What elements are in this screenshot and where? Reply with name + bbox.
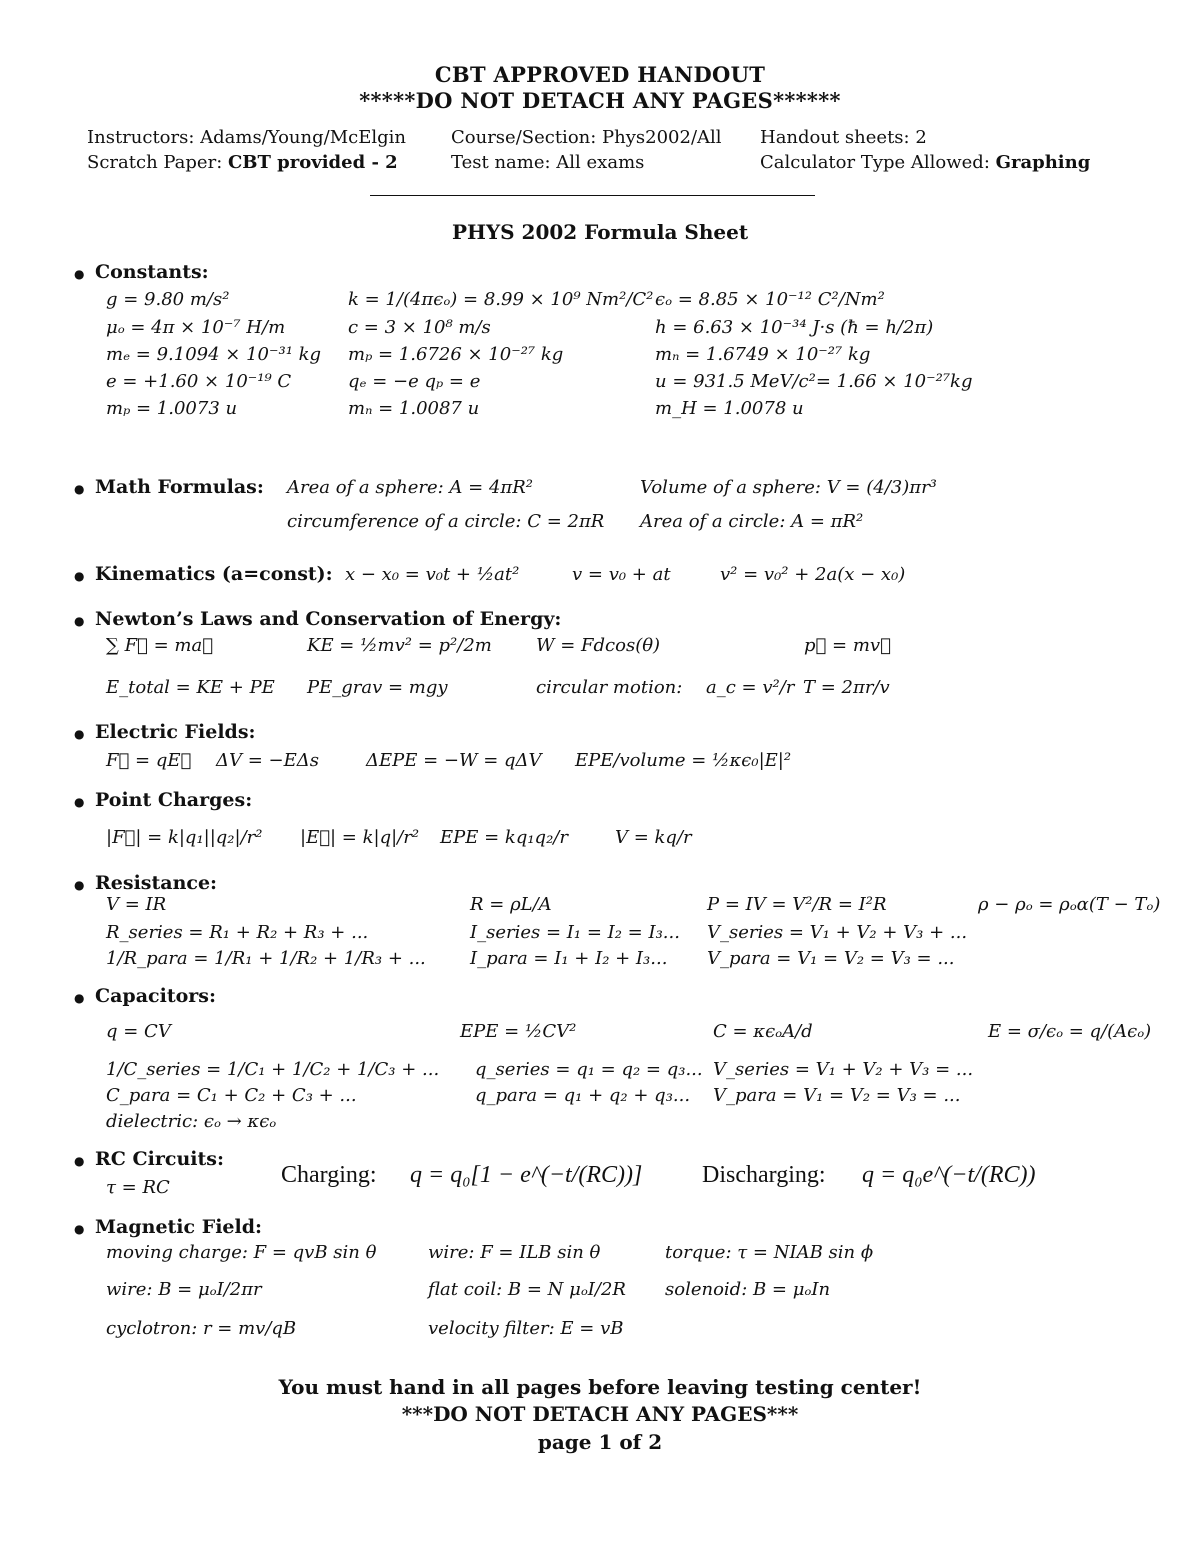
kinematics-formula: x − x₀ = v₀t + ½at² <box>345 564 520 585</box>
bullet-icon: ● <box>74 727 85 741</box>
resistance-formula: R = ρL/A <box>470 894 552 915</box>
capacitors-formula: C = κϵₒA/d <box>713 1021 813 1042</box>
magnetic-formula: moving charge: F = qvB sin θ <box>106 1242 377 1263</box>
instructors-line: Instructors: Adams/Young/McElgin <box>87 127 406 148</box>
rc-discharging-formula: q = q₀e^(−t/(RC)) <box>862 1162 1036 1188</box>
constant-cell: mₚ = 1.0073 u <box>106 398 238 419</box>
resistance-formula: P = IV = V²/R = I²R <box>707 894 887 915</box>
constant-cell: mₙ = 1.6749 × 10⁻²⁷ kg <box>655 344 871 365</box>
constant-cell: m_H = 1.0078 u <box>655 398 804 419</box>
newton-heading: Newton’s Laws and Conservation of Energy: <box>95 608 562 630</box>
bullet-icon: ● <box>74 614 85 628</box>
resistance-formula: V_series = V₁ + V₂ + V₃ + ... <box>707 922 968 943</box>
kinematics-heading: Kinematics (a=const): <box>95 563 333 585</box>
resistance-heading: Resistance: <box>95 872 218 894</box>
efields-formula: F⃗ = qE⃗ <box>106 750 192 771</box>
constant-cell: mₑ = 9.1094 × 10⁻³¹ kg <box>106 344 322 365</box>
bullet-icon: ● <box>74 1222 85 1236</box>
constant-cell: g = 9.80 m/s² <box>106 289 230 310</box>
capacitors-formula: C_para = C₁ + C₂ + C₃ + ... <box>106 1085 357 1106</box>
resistance-formula: V_para = V₁ = V₂ = V₃ = ... <box>707 948 955 969</box>
magnetic-heading: Magnetic Field: <box>95 1216 263 1238</box>
constant-cell: mₚ = 1.6726 × 10⁻²⁷ kg <box>348 344 564 365</box>
calculator-line: Calculator Type Allowed: Graphing <box>760 152 1091 173</box>
resistance-formula: I_series = I₁ = I₂ = I₃... <box>470 922 680 943</box>
newton-formula: T = 2πr/v <box>803 677 890 698</box>
efields-heading: Electric Fields: <box>95 721 256 743</box>
constant-cell: μₒ = 4π × 10⁻⁷ H/m <box>106 317 286 338</box>
bullet-icon: ● <box>74 267 85 281</box>
efields-formula: ΔEPE = −W = qΔV <box>366 750 542 771</box>
constant-cell: k = 1/(4πϵₒ) = 8.99 × 10⁹ Nm²/C² <box>348 289 654 310</box>
rc-charging-label: Charging: <box>281 1162 377 1188</box>
math-heading: Math Formulas: <box>95 476 264 498</box>
constant-cell: c = 3 × 10⁸ m/s <box>348 317 491 338</box>
resistance-formula: V = IR <box>106 894 167 915</box>
magnetic-formula: solenoid: B = μₒIn <box>665 1279 831 1300</box>
newton-label: circular motion: <box>536 677 683 698</box>
capacitors-formula: q_series = q₁ = q₂ = q₃... <box>475 1059 703 1080</box>
footer-line-2: ***DO NOT DETACH ANY PAGES*** <box>401 1402 799 1426</box>
magnetic-formula: cyclotron: r = mv/qB <box>106 1318 297 1339</box>
scratch-line: Scratch Paper: CBT provided - 2 <box>87 152 398 173</box>
magnetic-formula: flat coil: B = N μₒI/2R <box>428 1279 626 1300</box>
rc-heading: RC Circuits: <box>95 1148 224 1170</box>
point-formula: |F⃗| = k|q₁||q₂|/r² <box>106 827 263 848</box>
newton-formula: E_total = KE + PE <box>106 677 275 698</box>
footer-line-1: You must hand in all pages before leaving testing center! <box>278 1375 922 1399</box>
point-formula: V = kq/r <box>615 827 692 848</box>
newton-formula: W = Fdcos(θ) <box>536 635 661 656</box>
handout-title: CBT APPROVED HANDOUT <box>434 62 766 87</box>
magnetic-formula: torque: τ = NIAB sin ϕ <box>665 1242 874 1263</box>
detach-warning: *****DO NOT DETACH ANY PAGES****** <box>359 88 841 113</box>
rc-formula: τ = RC <box>106 1177 170 1198</box>
newton-formula: a_c = v²/r <box>706 677 795 698</box>
bullet-icon: ● <box>74 991 85 1005</box>
capacitors-heading: Capacitors: <box>95 985 216 1007</box>
testname-line: Test name: All exams <box>451 152 645 173</box>
math-formula: circumference of a circle: C = 2πR <box>287 511 605 532</box>
bullet-icon: ● <box>74 878 85 892</box>
resistance-formula: I_para = I₁ + I₂ + I₃... <box>470 948 668 969</box>
bullet-icon: ● <box>74 569 85 583</box>
capacitors-formula: E = σ/ϵₒ = q/(Aϵₒ) <box>988 1021 1152 1042</box>
page-number: page 1 of 2 <box>537 1430 663 1454</box>
rc-discharging-label: Discharging: <box>702 1162 826 1188</box>
constant-cell: u = 931.5 MeV/c²= 1.66 × 10⁻²⁷kg <box>655 371 973 392</box>
bullet-icon: ● <box>74 1154 85 1168</box>
constant-cell: qₑ = −e qₚ = e <box>348 371 481 392</box>
newton-formula: PE_grav = mgy <box>307 677 448 698</box>
magnetic-formula: wire: F = ILB sin θ <box>428 1242 601 1263</box>
efields-formula: EPE/volume = ½κϵ₀|E|² <box>575 750 792 771</box>
capacitors-formula: q_para = q₁ + q₂ + q₃... <box>475 1085 691 1106</box>
efields-formula: ΔV = −EΔs <box>216 750 319 771</box>
point-formula: EPE = kq₁q₂/r <box>440 827 568 848</box>
newton-formula: ∑ F⃗ = ma⃗ <box>106 635 213 656</box>
constants-heading: Constants: <box>95 261 209 283</box>
newton-formula: p⃗ = mv⃗ <box>804 635 891 656</box>
rc-charging-formula: q = q₀[1 − e^(−t/(RC))] <box>410 1162 643 1188</box>
constant-cell: mₙ = 1.0087 u <box>348 398 480 419</box>
math-formula: Area of a sphere: A = 4πR² <box>287 477 534 498</box>
sheets-line: Handout sheets: 2 <box>760 127 927 148</box>
capacitors-formula: q = CV <box>106 1021 171 1042</box>
resistance-formula: 1/R_para = 1/R₁ + 1/R₂ + 1/R₃ + ... <box>106 948 426 969</box>
capacitors-formula: 1/C_series = 1/C₁ + 1/C₂ + 1/C₃ + ... <box>106 1059 440 1080</box>
header-divider <box>370 195 815 196</box>
point-heading: Point Charges: <box>95 789 253 811</box>
kinematics-formula: v² = v₀² + 2a(x − x₀) <box>720 564 906 585</box>
constant-cell: e = +1.60 × 10⁻¹⁹ C <box>106 371 292 392</box>
bullet-icon: ● <box>74 795 85 809</box>
magnetic-formula: wire: B = μₒI/2πr <box>106 1279 262 1300</box>
newton-formula: KE = ½mv² = p²/2m <box>307 635 492 656</box>
capacitors-formula: EPE = ½CV² <box>460 1021 577 1042</box>
capacitors-formula: V_para = V₁ = V₂ = V₃ = ... <box>713 1085 961 1106</box>
constant-cell: h = 6.63 × 10⁻³⁴ J·s (ħ = h/2π) <box>655 317 934 338</box>
kinematics-formula: v = v₀ + at <box>572 564 671 585</box>
resistance-formula: R_series = R₁ + R₂ + R₃ + ... <box>106 922 369 943</box>
capacitors-formula: V_series = V₁ + V₂ + V₃ = ... <box>713 1059 974 1080</box>
bullet-icon: ● <box>74 482 85 496</box>
resistance-formula: ρ − ρₒ = ρₒα(T − Tₒ) <box>978 894 1161 915</box>
magnetic-formula: velocity filter: E = vB <box>428 1318 624 1339</box>
math-formula: Area of a circle: A = πR² <box>640 511 864 532</box>
course-line: Course/Section: Phys2002/All <box>451 127 722 148</box>
constant-cell: ϵₒ = 8.85 × 10⁻¹² C²/Nm² <box>655 289 885 310</box>
sheet-title: PHYS 2002 Formula Sheet <box>451 220 749 244</box>
point-formula: |E⃗| = k|q|/r² <box>300 827 420 848</box>
math-formula: Volume of a sphere: V = (4/3)πr³ <box>640 477 937 498</box>
capacitors-formula: dielectric: ϵₒ → κϵₒ <box>106 1111 277 1132</box>
